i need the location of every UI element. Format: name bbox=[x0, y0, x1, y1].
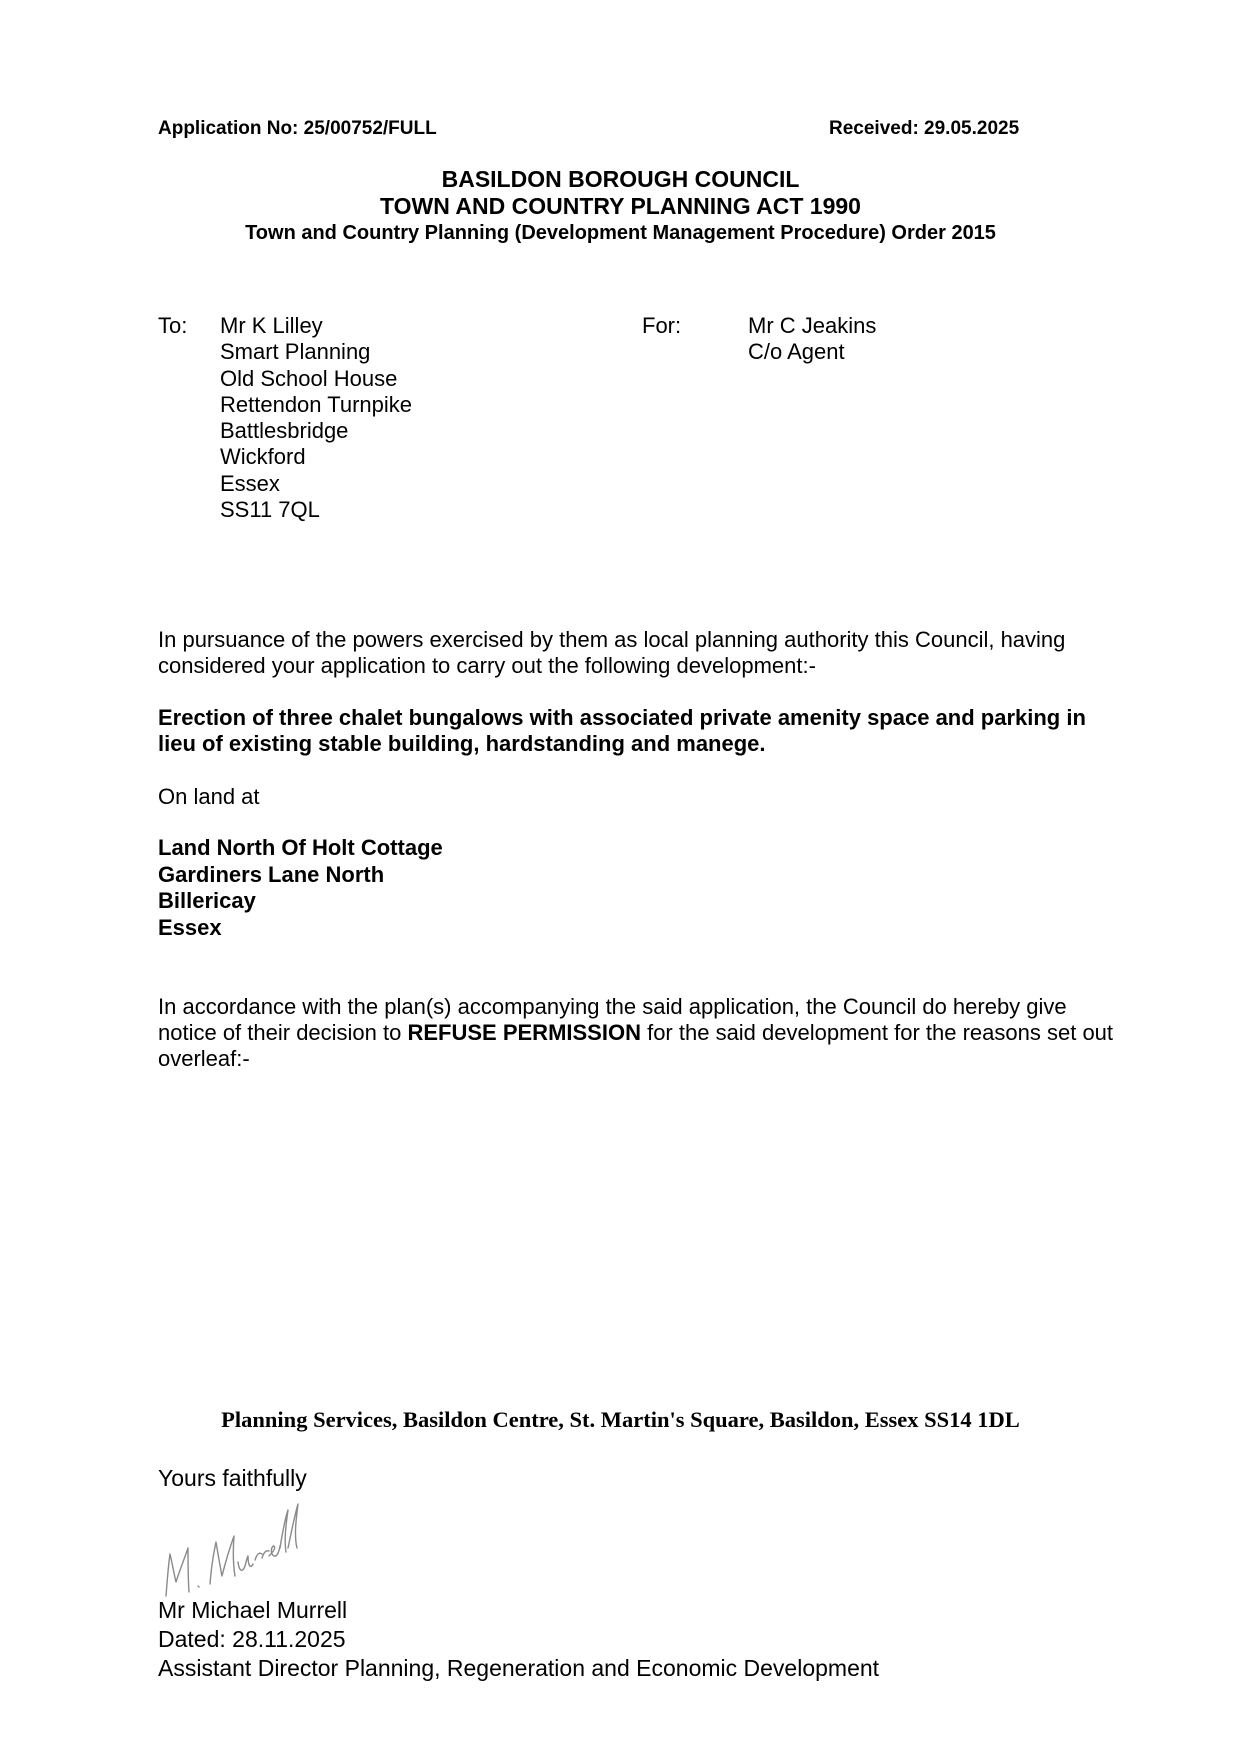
land-address-line: Essex bbox=[158, 914, 222, 940]
to-address-line: Old School House bbox=[220, 365, 398, 391]
development-description bbox=[158, 705, 1128, 757]
for-label: For: bbox=[642, 313, 682, 338]
decision-paragraph bbox=[158, 994, 1126, 1072]
decision-status: REFUSE PERMISSION bbox=[407, 1020, 641, 1045]
intro-text: In pursuance of the powers exercised by them as local planning authority this Council, having considered your application to carry out the following development:- bbox=[158, 627, 1066, 678]
act-title: TOWN AND COUNTRY PLANNING ACT 1990 bbox=[380, 193, 861, 219]
land-address-line: Land North Of Holt Cottage bbox=[158, 835, 443, 860]
to-address-line: SS11 7QL bbox=[220, 497, 320, 523]
decision-text-before: In accordance with the plan(s) accompanying the said application, the Council do hereby give notice of their decision to bbox=[158, 994, 1067, 1045]
to-label: To: bbox=[158, 313, 188, 338]
to-address-line: Smart Planning bbox=[220, 339, 371, 365]
closing: Yours faithfully bbox=[158, 1465, 307, 1491]
to-address bbox=[220, 313, 412, 523]
to-address-line: Mr K Lilley bbox=[220, 313, 323, 338]
order-title: Town and Country Planning (Development Management Procedure) Order 2015 bbox=[245, 222, 996, 244]
for-line: Mr C Jeakins bbox=[748, 313, 877, 338]
planning-services-address: Planning Services, Basildon Centre, St. Martin's Square, Basildon, Essex SS14 1DL bbox=[221, 1407, 1020, 1432]
to-address-line: Rettendon Turnpike bbox=[220, 391, 413, 417]
application-number: Application No: 25/00752/FULL bbox=[158, 118, 437, 139]
signature-image bbox=[158, 1496, 318, 1606]
signatory-details bbox=[158, 1596, 879, 1683]
to-address-line: Wickford bbox=[220, 444, 306, 470]
decision-text-after: for the said development for the reasons set out overleaf:- bbox=[158, 1020, 1114, 1071]
land-address-line: Billericay bbox=[158, 888, 256, 913]
council-name: BASILDON BOROUGH COUNCIL bbox=[441, 166, 800, 192]
for-applicant bbox=[748, 313, 876, 366]
intro-paragraph bbox=[158, 627, 1118, 679]
for-line: C/o Agent bbox=[748, 339, 845, 365]
on-land-label: On land at bbox=[158, 784, 260, 809]
to-address-line: Essex bbox=[220, 470, 280, 496]
received-date: Received: 29.05.2025 bbox=[829, 118, 1020, 139]
development-text: Erection of three chalet bungalows with associated private amenity space and parking in lieu of existing stable building, hardstanding and manege. bbox=[158, 705, 1086, 756]
to-address-line: Battlesbridge bbox=[220, 418, 349, 444]
signatory-name: Mr Michael Murrell bbox=[158, 1597, 348, 1623]
signatory-role: Assistant Director Planning, Regeneration and Economic Development bbox=[158, 1655, 880, 1681]
land-address bbox=[158, 835, 443, 941]
signature-date: Dated: 28.11.2025 bbox=[158, 1626, 346, 1652]
land-address-line: Gardiners Lane North bbox=[158, 861, 385, 887]
